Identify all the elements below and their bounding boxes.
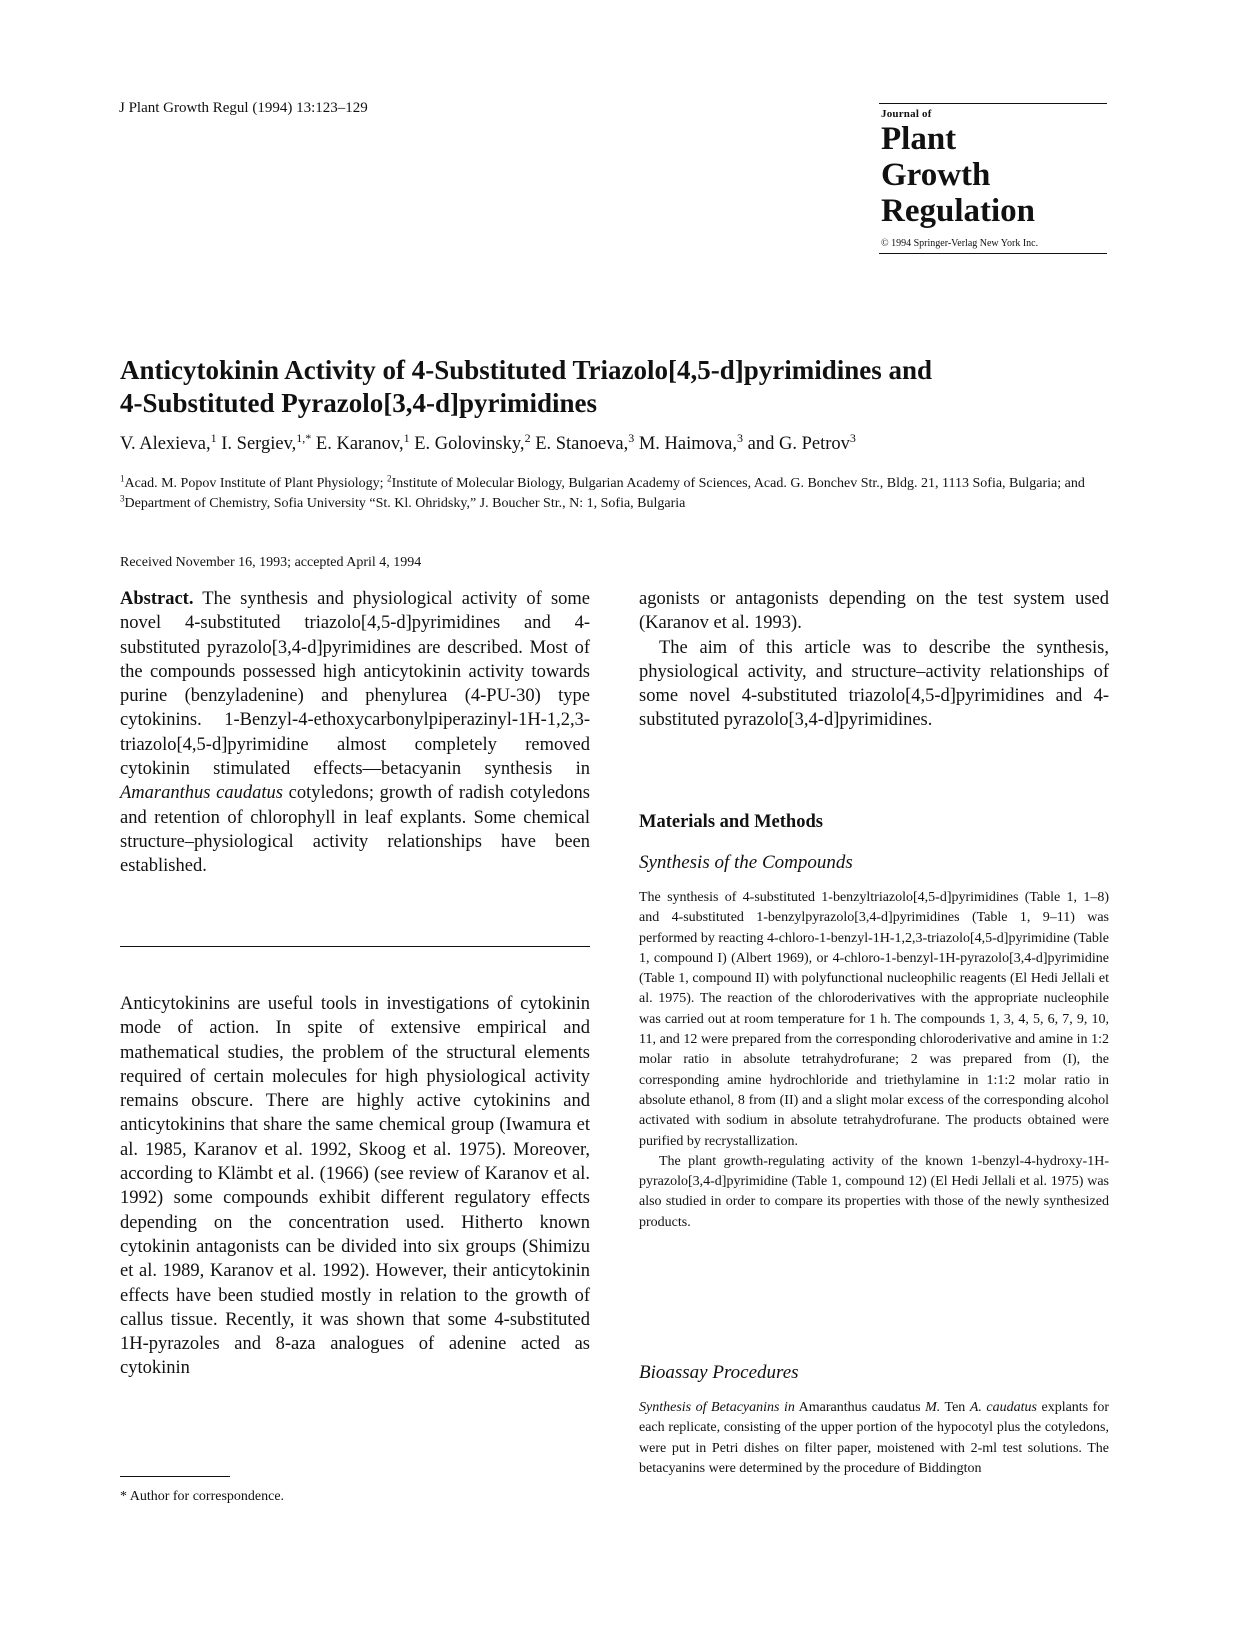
- abstract: [120, 587, 590, 879]
- subsection-heading-bioassay: Bioassay Procedures: [639, 1362, 799, 1383]
- affiliation-mark: 3: [120, 492, 125, 503]
- article-title-line1: Anticytokinin Activity of 4-Substituted Triazolo[4,5-d]pyrimidines and: [120, 355, 933, 385]
- article-title: [120, 354, 1120, 420]
- author-name: E. Stanoeva,: [535, 434, 629, 454]
- author-affiliation-mark: 1,*: [296, 430, 312, 445]
- author-affiliation-mark: 3: [736, 430, 743, 445]
- introduction-continued: [639, 587, 1109, 733]
- synthesis-paragraph-2: The plant growth-regulating activity of the known 1-benzyl-4-hydroxy-1H-pyrazolo[3,4-d]pyrimidine (Table 1, compound 12) (El Hedi Jellali et al. 1975) was also studied in order to compare its properties with those of the newly synthesized products.: [639, 1153, 1109, 1230]
- footnote-divider: [120, 1476, 230, 1477]
- author-affiliation-mark: 3: [628, 430, 635, 445]
- affiliation-mark: 2: [387, 473, 392, 484]
- author-affiliation-mark: 1: [210, 430, 217, 445]
- article-title-line2: 4-Substituted Pyrazolo[3,4-d]pyrimidines: [120, 388, 598, 418]
- masthead-copyright: © 1994 Springer-Verlag New York Inc.: [881, 238, 1039, 249]
- journal-citation: J Plant Growth Regul (1994) 13:123–129: [119, 100, 368, 116]
- bioassay-species-name: A. caudatus: [969, 1400, 1037, 1415]
- journal-masthead: [879, 103, 1107, 254]
- abstract-text-part2: cotyledons; growth of radish cotyledons and retention of chlorophyll in leaf explants. Some chemical structure–physiological activity relationships have been established.: [120, 783, 590, 877]
- affiliation-mark: 1: [120, 473, 125, 484]
- author-name: E. Karanov,: [315, 434, 404, 454]
- affiliation-text: Acad. M. Popov Institute of Plant Physiology;: [124, 476, 388, 491]
- masthead-journal-of: Journal of: [881, 108, 932, 120]
- aim-paragraph: The aim of this article was to describe the synthesis, physiological activity, and structure–activity relationships of some novel 4-substituted triazolo[4,5-d]pyrimidines and 4-substituted pyrazolo[3,4-d]pyrimidines.: [639, 637, 1109, 731]
- bioassay-lead-2: M.: [925, 1400, 941, 1415]
- abstract-species-name: Amaranthus caudatus: [120, 783, 283, 804]
- subsection-heading-synthesis: Synthesis of the Compounds: [639, 852, 853, 873]
- affiliations: [120, 474, 1105, 513]
- author-name: E. Golovinsky,: [414, 434, 525, 454]
- affiliation-text: Department of Chemistry, Sofia University “St. Kl. Ohridsky,” J. Boucher Str., N: 1, Sofia, Bulgaria: [124, 495, 686, 511]
- abstract-label: Abstract.: [120, 589, 194, 609]
- affiliation-text: Institute of Molecular Biology, Bulgarian Academy of Sciences, Acad. G. Bonchev Str., Bldg. 21, 1113 Sofia, Bulgaria; and: [391, 476, 1085, 491]
- masthead-title-line2: Growth: [881, 157, 991, 193]
- author-affiliation-mark: 2: [524, 430, 531, 445]
- author-list: [120, 430, 856, 455]
- synthesis-paragraph: The synthesis of 4-substituted 1-benzyltriazolo[4,5-d]pyrimidines (Table 1, 1–8) and 4-substituted 1-benzylpyrazolo[3,4-d]pyrimidines (Table 1, 9–11) was performed by reacting 4-chloro-1-benzyl-1H-1,2,3-triazolo[4,5-d]pyrimidine (Table 1, compound I) (Albert 1969), or 4-chloro-1-benzyl-1H-pyrazolo[3,4-d]pyrimidine (Table 1, compound II) with polyfunctional nucleophilic reagents (El Hedi Jellali et al. 1975). The reaction of the chloroderivatives with the appropriate nucleophile was carried out at room temperature for 1 h. The compounds 1, 3, 4, 5, 6, 7, 9, 10, 11, and 12 were prepared from the corresponding chloroderivative and amine in 1:2 molar ratio in absolute tetrahydrofurane; 2 was prepared from (I), the corresponding amine hydrochloride and triethylamine in 1:1:2 molar ratio in absolute ethanol, 8 from (II) and a slight molar excess of the corresponding alcohol activated with sodium in absolute tetrahydrofurane. The products obtained were purified by recrystallization.: [639, 890, 1109, 1149]
- intro-continued-paragraph: agonists or antagonists depending on the test system used (Karanov et al. 1993).: [639, 589, 1109, 634]
- bioassay-text-2: explants for each replicate, consisting of the upper portion of the hypocotyl plus the cotyledons, were put in Petri dishes on filter paper, moistened with 2-ml test solutions. The betacyanins were determined by the procedure of Biddington: [639, 1400, 1109, 1476]
- abstract-divider: [120, 946, 590, 947]
- author-name: M. Haimova,: [638, 434, 737, 454]
- bioassay-text-1: Ten: [940, 1400, 970, 1415]
- author-affiliation-mark: 3: [849, 430, 856, 445]
- author-name: and G. Petrov: [747, 434, 850, 454]
- footnote: * Author for correspondence.: [120, 1489, 285, 1504]
- abstract-text-part1: The synthesis and physiological activity of some novel 4-substituted triazolo[4,5-d]pyrimidines and 4-substituted pyrazolo[3,4-d]pyrimidines are described. Most of the compounds possessed high anticytokinin activity towards purine (benzyladenine) and phenylurea (4-PU-30) type cytokinins. 1-Benzyl-4-ethoxycarbonylpiperazinyl-1H-1,2,3-triazolo[4,5-d]pyrimidine almost completely removed cytokinin stimulated effects—betacyanin synthesis in: [120, 589, 590, 780]
- masthead-title-line1: Plant: [881, 121, 957, 157]
- bioassay-lead-1: Synthesis of Betacyanins in: [639, 1400, 795, 1415]
- synthesis-section: [639, 888, 1109, 1233]
- bioassay-lead-species: Amaranthus caudatus: [794, 1400, 926, 1415]
- author-name: I. Sergiev,: [221, 434, 297, 454]
- section-heading-materials-methods: Materials and Methods: [639, 812, 823, 832]
- received-dates: Received November 16, 1993; accepted April 4, 1994: [120, 555, 422, 570]
- bioassay-paragraph: [639, 1398, 1109, 1479]
- author-affiliation-mark: 1: [403, 430, 410, 445]
- author-name: V. Alexieva,: [120, 434, 211, 454]
- introduction-paragraph: Anticytokinins are useful tools in investigations of cytokinin mode of action. In spite of extensive empirical and mathematical studies, the problem of the structural elements required of certain molecules for high physiological activity remains obscure. There are highly active cytokinins and anticytokinins that share the same chemical group (Iwamura et al. 1985, Karanov et al. 1992, Skoog et al. 1975). Moreover, according to Klämbt et al. (1966) (see review of Karanov et al. 1992) some compounds exhibit different regulatory effects depending on the concentration used. Hitherto known cytokinin antagonists can be divided into six groups (Shimizu et al. 1989, Karanov et al. 1992). However, their anticytokinin effects have been studied mostly in relation to the growth of callus tissue. Recently, it was shown that some 4-substituted 1H-pyrazoles and 8-aza analogues of adenine acted as cytokinin: [120, 994, 590, 1379]
- masthead-title-line3: Regulation: [881, 193, 1036, 229]
